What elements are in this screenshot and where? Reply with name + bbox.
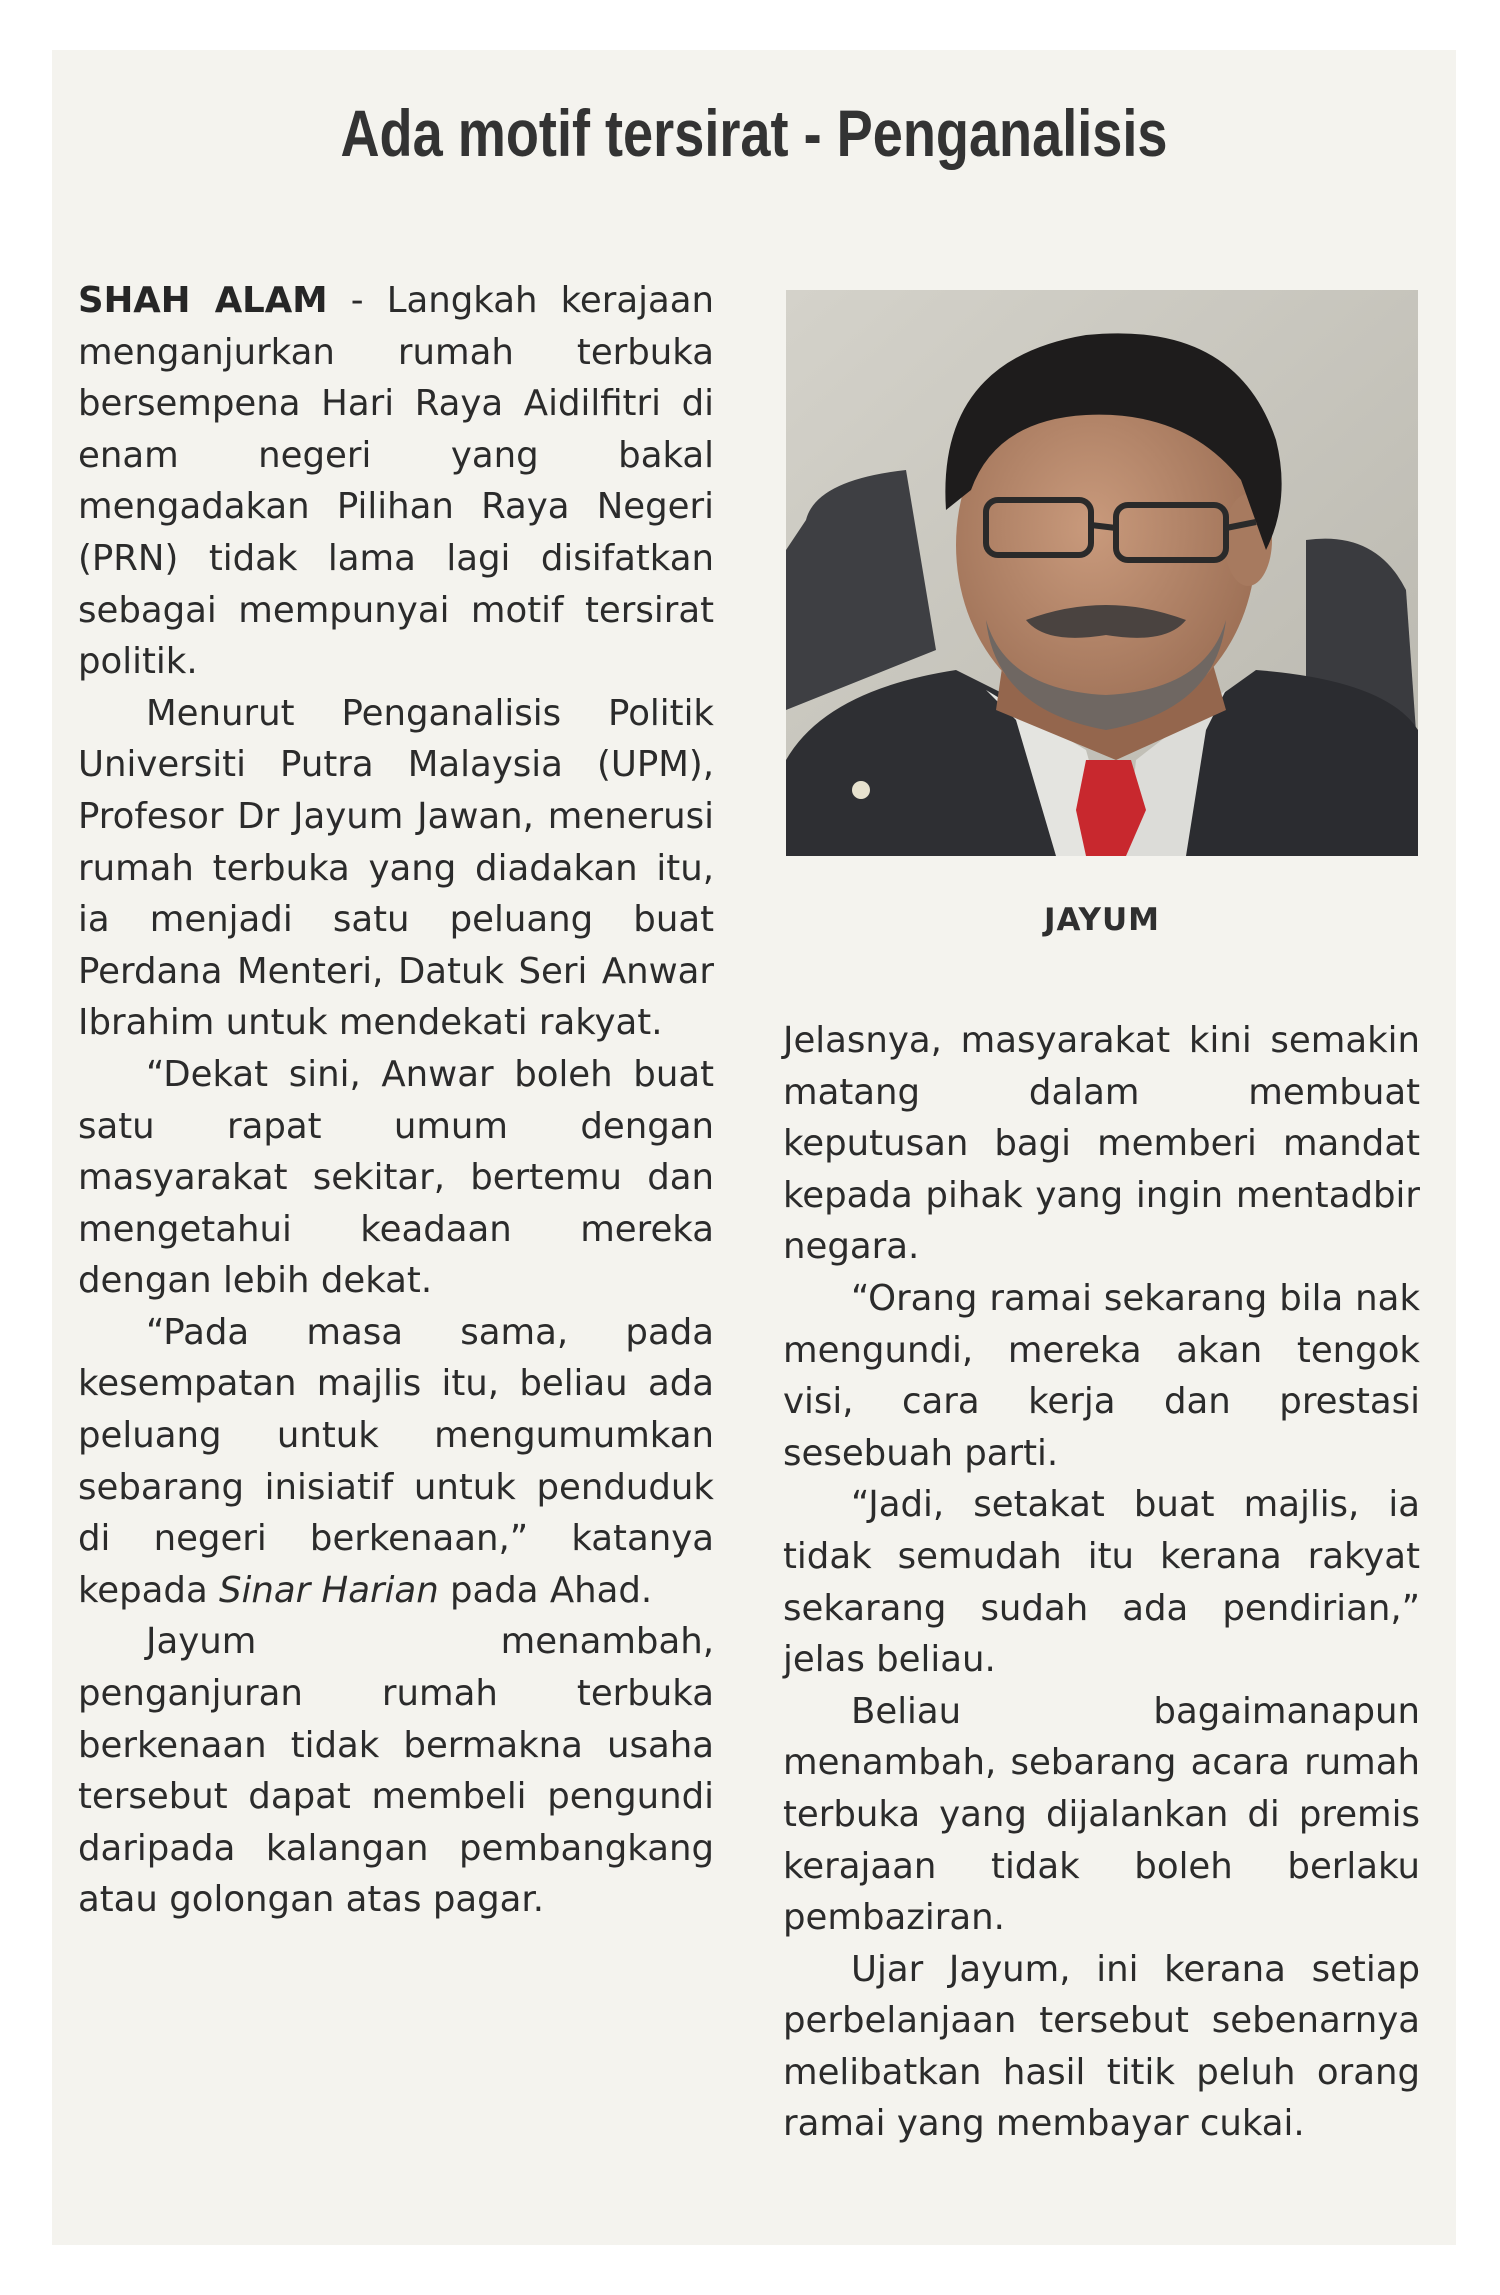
paragraph: “Orang ramai sekarang bila nak mengundi, mereka akan tengok visi, cara kerja dan prestasi sesebuah parti. bbox=[783, 1277, 1420, 1474]
paragraph-text: “Pada masa sama, pada kesempatan majlis itu, beliau ada peluang untuk mengumumkan sebarang inisiatif untuk penduduk di negeri berkenaan,” katanya kepada bbox=[78, 1311, 714, 1611]
headline: Ada motif tersirat - Penganalisis bbox=[340, 96, 1168, 170]
paragraph bbox=[78, 1307, 714, 1617]
dateline: SHAH ALAM bbox=[78, 280, 328, 321]
paragraph: Beliau bagaimanapun menambah, sebarang acara rumah terbuka yang dijalankan di premis kerajaan tidak boleh berlaku pembaziran. bbox=[783, 1690, 1420, 1939]
publication-name: Sinar Harian bbox=[219, 1569, 439, 1611]
paragraph: Menurut Penganalisis Politik Universiti Putra Malaysia (UPM), Profesor Dr Jayum Jawan, menerusi rumah terbuka yang diadakan itu, ia menjadi satu peluang buat Perdana Menteri, Datuk Seri Anwar Ibrahim untuk mendekati rakyat. bbox=[78, 692, 714, 1044]
paragraph: Jayum menambah, penganjuran rumah terbuka berkenaan tidak bermakna usaha tersebut dapat membeli pengundi daripada kalangan pembangkang atau golongan atas pagar. bbox=[78, 1621, 714, 1921]
paragraph: Jelasnya, masyarakat kini semakin matang dalam membuat keputusan bagi memberi mandat kepada pihak yang ingin mentadbir negara. bbox=[783, 1020, 1420, 1268]
paragraph: “Jadi, setakat buat majlis, ia tidak semudah itu kerana rakyat sekarang sudah ada pendirian,” jelas beliau. bbox=[783, 1484, 1420, 1681]
left-column bbox=[78, 275, 714, 1926]
newspaper-clipping bbox=[52, 50, 1456, 2245]
paragraph bbox=[78, 275, 714, 688]
paragraph-text: - Langkah kerajaan menganjurkan rumah terbuka bersempena Hari Raya Aidilfitri di enam negeri yang bakal mengadakan Pilihan Raya Negeri (PRN) tidak lama lagi disifatkan sebagai mempunyai motif tersirat politik. bbox=[78, 280, 714, 683]
photo-caption: JAYUM bbox=[1043, 902, 1161, 938]
right-column bbox=[783, 1015, 1420, 2150]
paragraph: Ujar Jayum, ini kerana setiap perbelanjaan tersebut sebenarnya melibatkan hasil titik peluh orang ramai yang membayar cukai. bbox=[783, 1948, 1420, 2145]
portrait-photo bbox=[786, 290, 1418, 856]
paragraph: “Dekat sini, Anwar boleh buat satu rapat umum dengan masyarakat sekitar, bertemu dan mengetahui keadaan mereka dengan lebih dekat. bbox=[78, 1053, 714, 1302]
portrait-illustration bbox=[786, 290, 1418, 856]
paragraph-text: pada Ahad. bbox=[438, 1569, 653, 1611]
